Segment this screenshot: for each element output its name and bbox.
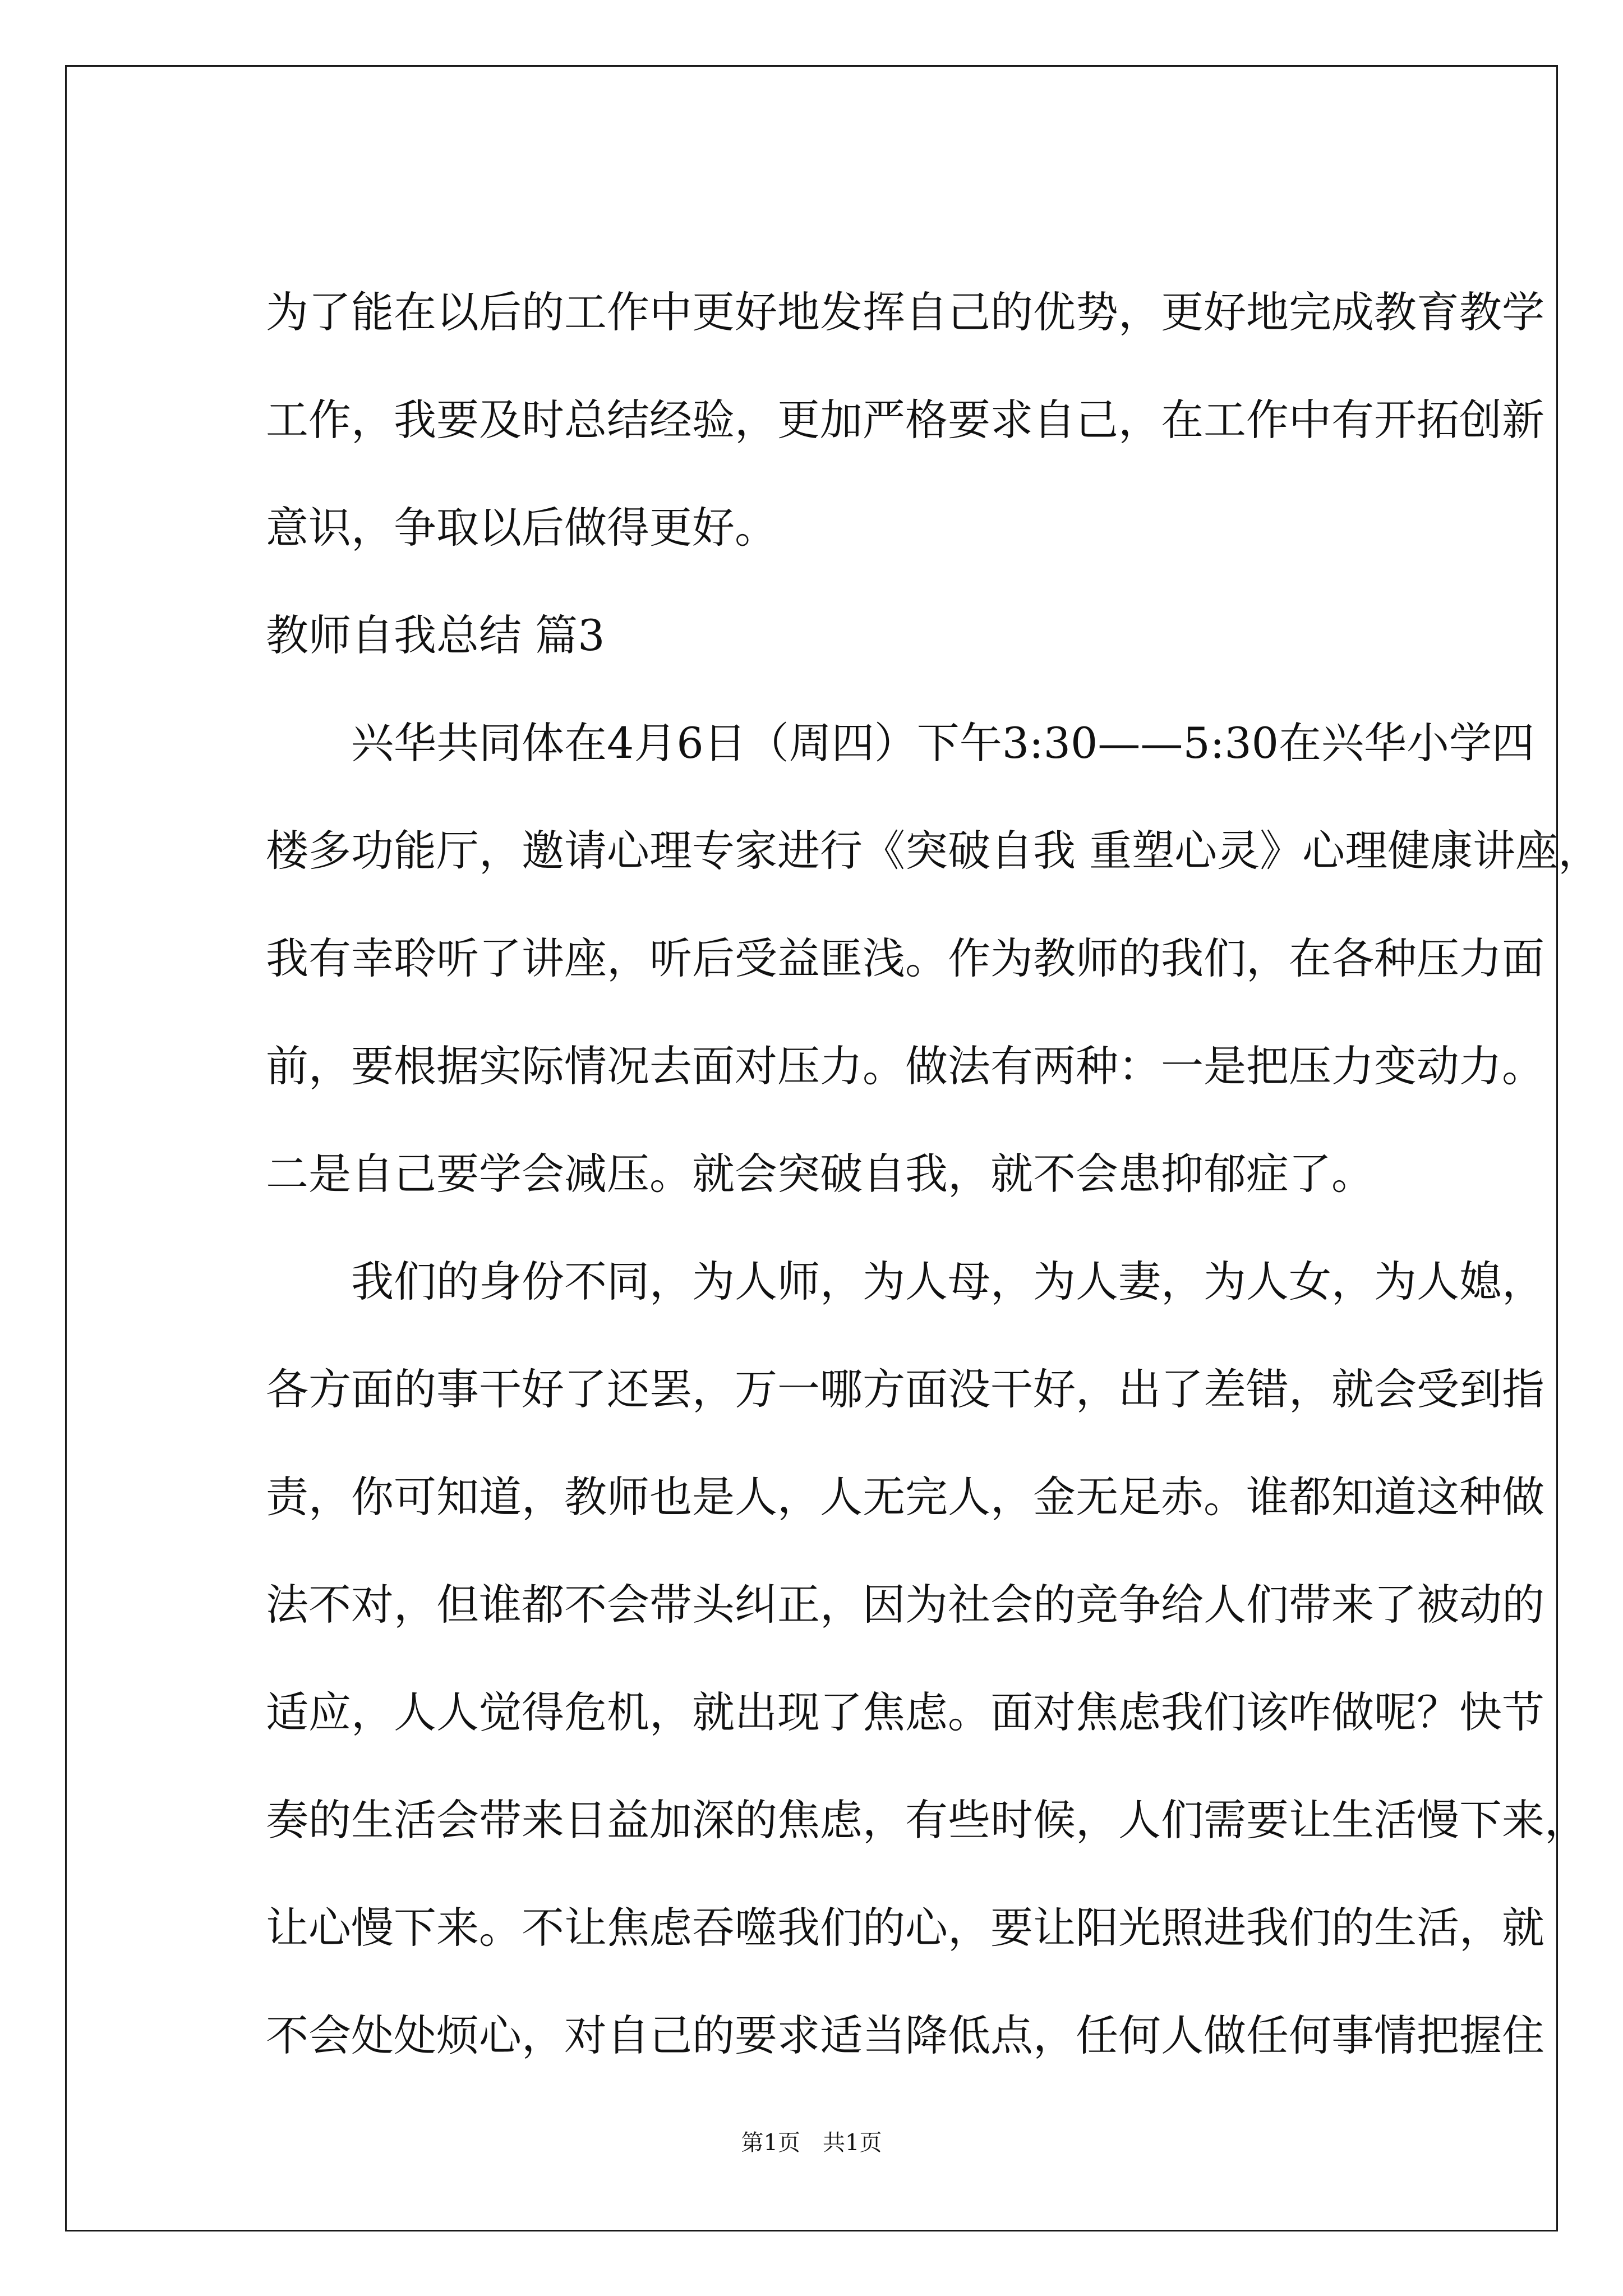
- paragraph-line: 为了能在以后的工作中更好地发挥自己的优势，更好地完成教育教学: [266, 287, 1544, 337]
- paragraph-line: 兴华共同体在4月6日（周四）下午3:30——5:30在兴华小学四: [351, 718, 1535, 768]
- paragraph-line: 我们的身份不同，为人师，为人母，为人妻，为人女，为人媳，: [351, 1257, 1544, 1306]
- paragraph-line: 我有幸聆听了讲座，听后受益匪浅。作为教师的我们，在各种压力面: [266, 933, 1544, 983]
- paragraph-line: 责，你可知道，教师也是人，人无完人，金无足赤。谁都知道这种做: [266, 1472, 1544, 1522]
- paragraph-line: 法不对，但谁都不会带头纠正，因为社会的竞争给人们带来了被动的: [266, 1580, 1544, 1630]
- paragraph-line: 前，要根据实际情况去面对压力。做法有两种：一是把压力变动力。: [266, 1041, 1544, 1091]
- paragraph-line: 二是自己要学会减压。就会突破自我，就不会患抑郁症了。: [266, 1149, 1374, 1199]
- paragraph-line: 让心慢下来。不让焦虑吞噬我们的心，要让阳光照进我们的生活，就: [266, 1903, 1544, 1953]
- document-body: [266, 67, 1601, 2142]
- paragraph-line: 工作，我要及时总结经验，更加严格要求自己，在工作中有开拓创新: [266, 395, 1544, 445]
- page-frame: [65, 65, 1601, 2231]
- paragraph-line: 适应，人人觉得危机，就出现了焦虑。面对焦虑我们该咋做呢？快节: [266, 1687, 1544, 1737]
- paragraph-line: 奏的生活会带来日益加深的焦虑，有些时候，人们需要让生活慢下来，: [266, 1795, 1587, 1845]
- section-heading: 教师自我总结 篇3: [266, 610, 605, 660]
- page-number-footer: 第1页 共1页: [741, 2130, 882, 2156]
- paragraph-line: 意识，争取以后做得更好。: [266, 503, 777, 553]
- paragraph-line: 各方面的事干好了还罢，万一哪方面没干好，出了差错，就会受到指: [266, 1364, 1544, 1414]
- paragraph-line: 楼多功能厅，邀请心理专家进行《突破自我 重塑心灵》心理健康讲座，: [266, 826, 1601, 876]
- paragraph-line: 不会处处烦心，对自己的要求适当降低点，任何人做任何事情把握住: [266, 2010, 1544, 2060]
